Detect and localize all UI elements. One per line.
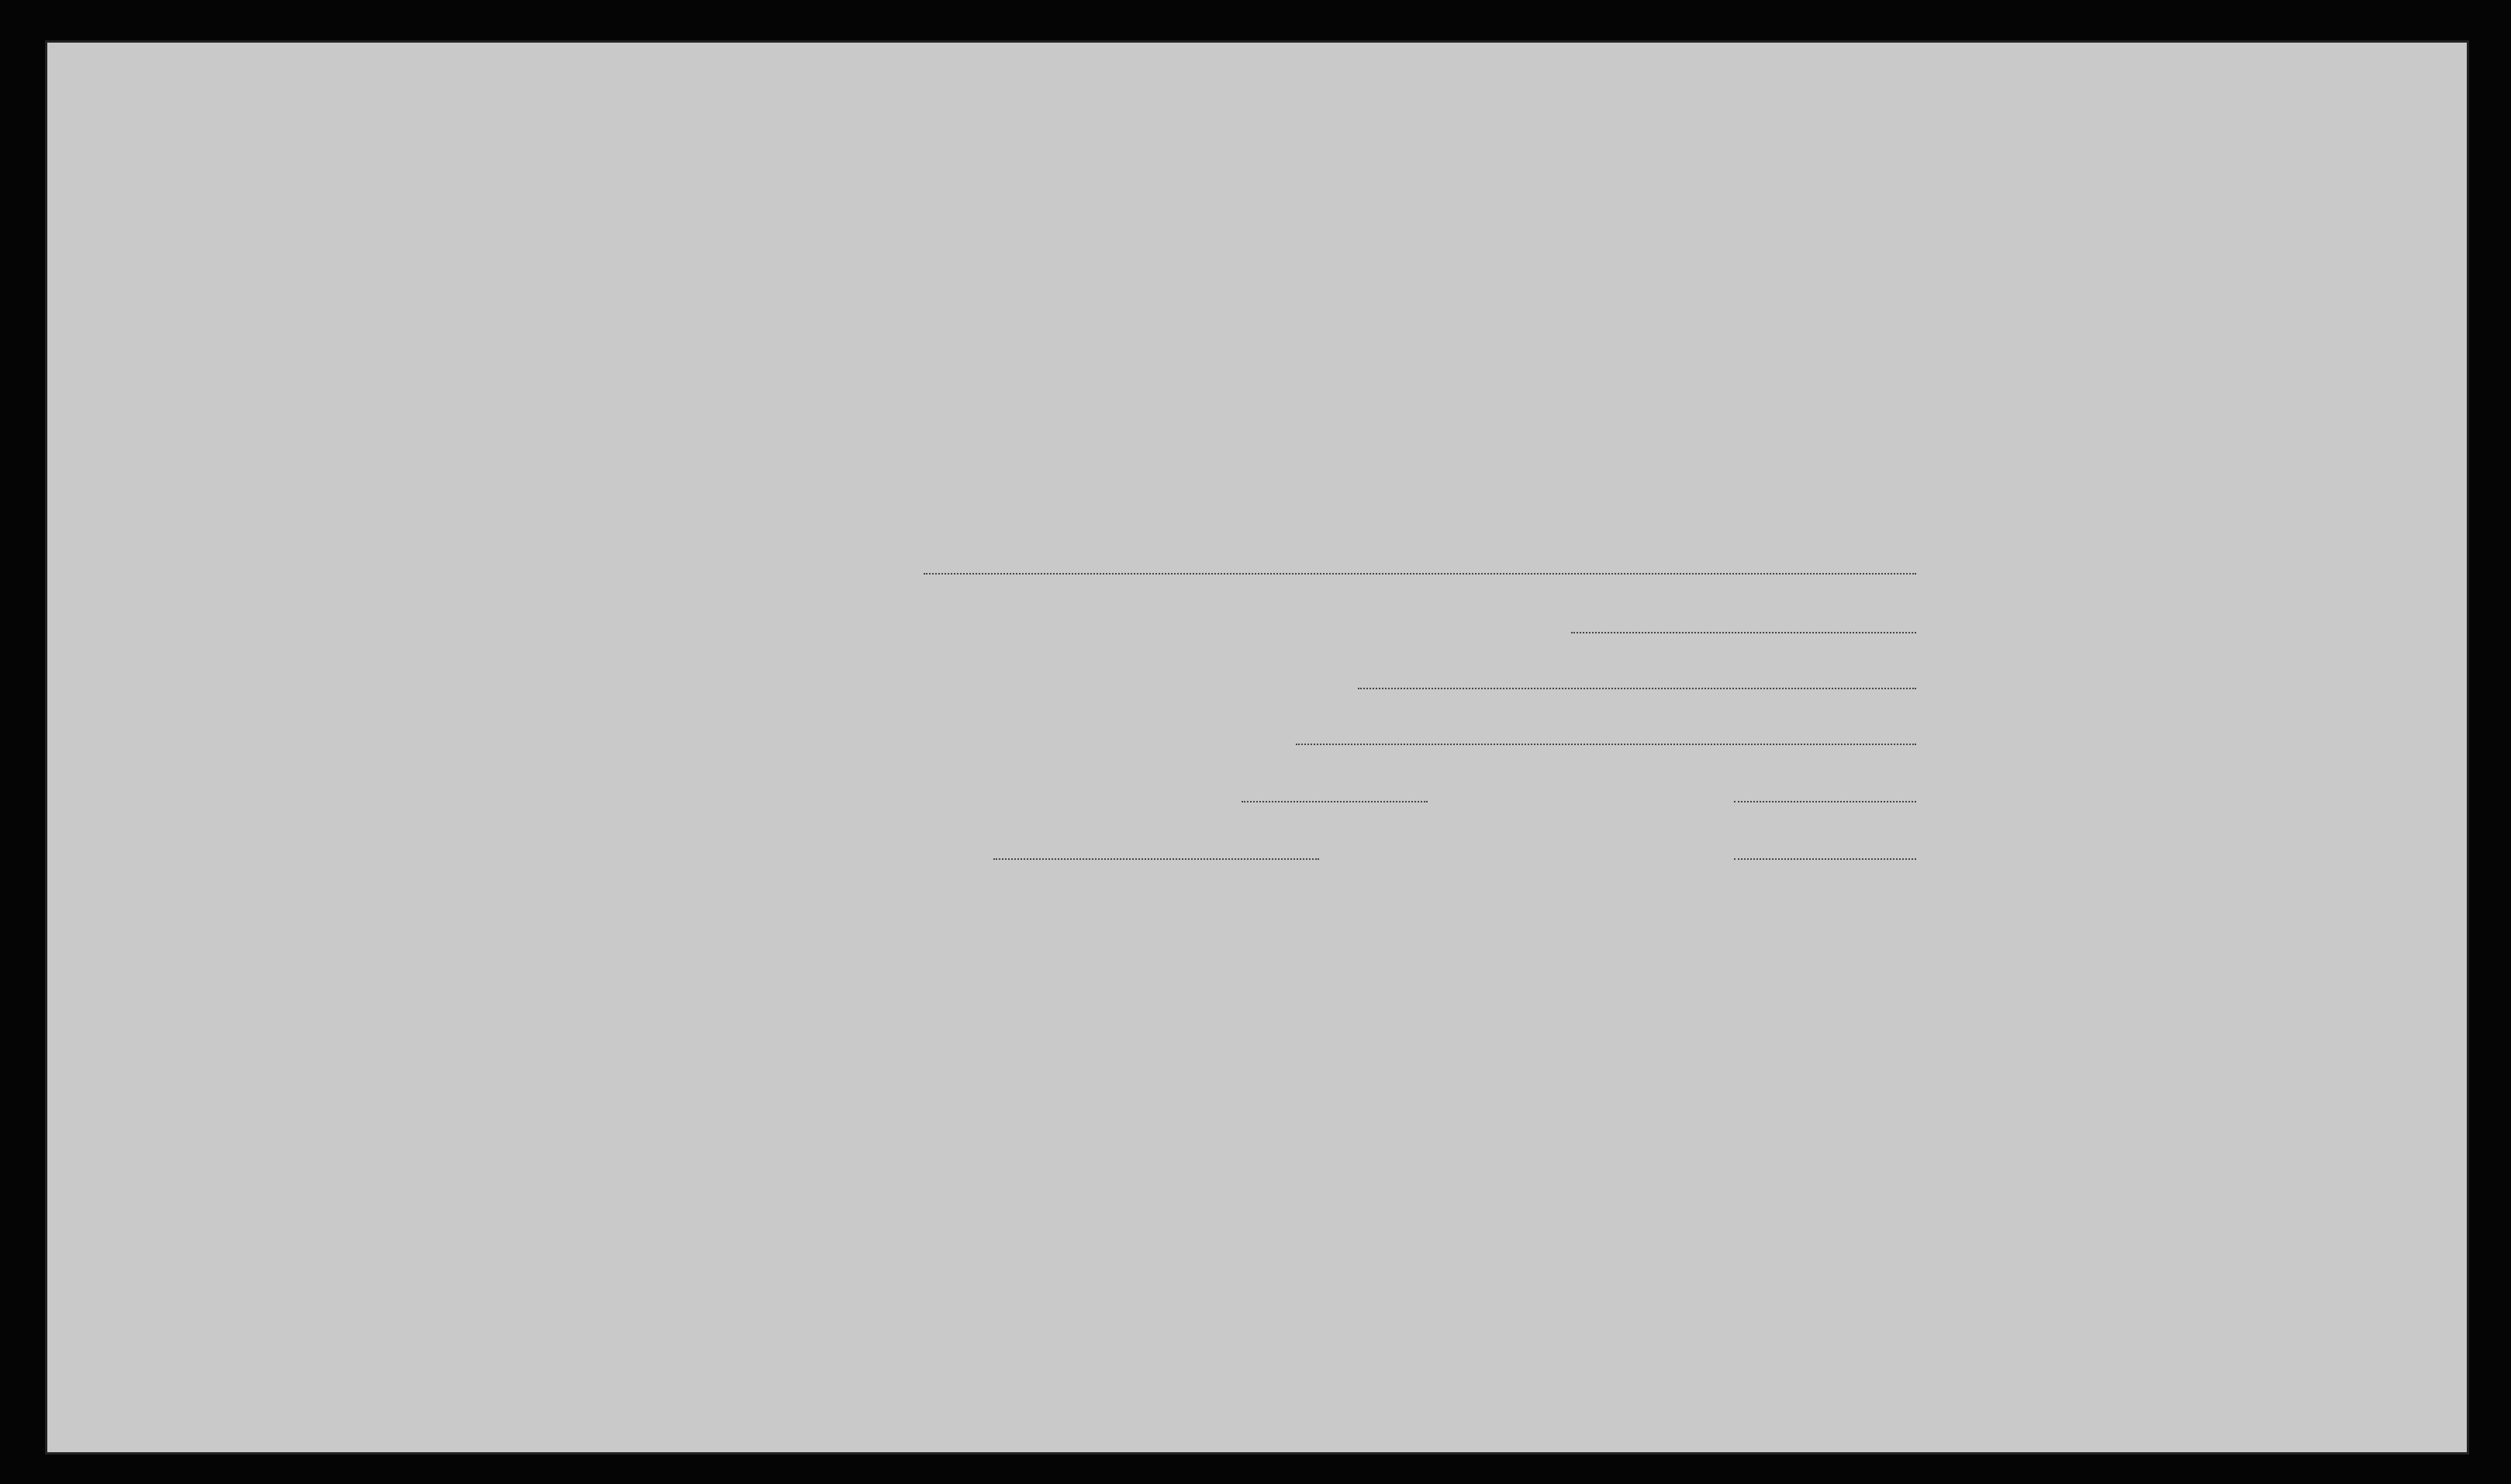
lease-row1-label <box>156 1119 264 1136</box>
pf-q4-dots <box>1296 744 1916 745</box>
pf-q6-dots <box>993 858 1319 860</box>
trade-title <box>357 413 761 430</box>
pf-q5b-dots <box>1734 801 1916 802</box>
lease-row4-label <box>156 1308 264 1325</box>
pf-q3-dots <box>1358 688 1916 689</box>
pf-q2-dots <box>1571 632 1916 633</box>
pf-q5-dots <box>1242 801 1428 802</box>
lease-row3-label <box>156 1246 264 1263</box>
card-sheet <box>45 40 2469 1455</box>
pf-q6b-dots <box>1734 858 1916 860</box>
col78-header <box>351 261 443 294</box>
col79-header <box>444 261 536 294</box>
lease-row5-label <box>63 1389 264 1406</box>
lease-row2-label <box>156 1179 264 1196</box>
pf-q1b-dots <box>924 573 1916 575</box>
